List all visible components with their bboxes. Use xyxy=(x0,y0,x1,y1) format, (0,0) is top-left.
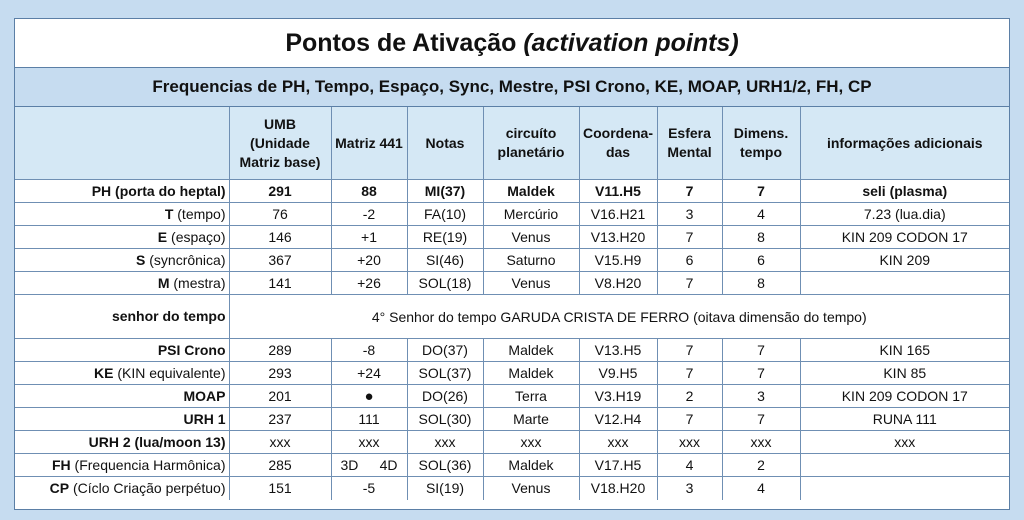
matriz-3d: 3D xyxy=(340,457,359,473)
row-label: E (espaço) xyxy=(15,226,229,249)
cell-notas: SOL(36) xyxy=(407,454,483,477)
header-row xyxy=(15,107,1009,180)
cell-info: seli (plasma) xyxy=(800,180,1009,203)
cell-info: RUNA 111 xyxy=(800,408,1009,431)
row-label: CP (Cíclo Criação perpétuo) xyxy=(15,477,229,500)
cell-info: KIN 209 xyxy=(800,249,1009,272)
cell-circuito: Venus xyxy=(483,477,579,500)
cell-coord: V17.H5 xyxy=(579,454,657,477)
table-row xyxy=(15,408,1009,431)
cell-esfera: 3 xyxy=(657,477,722,500)
cell-circuito: xxx xyxy=(483,431,579,454)
row-label: FH (Frequencia Harmônica) xyxy=(15,454,229,477)
cell-matriz: 88 xyxy=(331,180,407,203)
row-label: URH 2 (lua/moon 13) xyxy=(15,431,229,454)
cell-notas: MI(37) xyxy=(407,180,483,203)
table-row xyxy=(15,385,1009,408)
header-coordenadas: Coordena-das xyxy=(579,107,657,180)
cell-coord: V15.H9 xyxy=(579,249,657,272)
cell-matriz: -2 xyxy=(331,203,407,226)
cell-circuito: Mercúrio xyxy=(483,203,579,226)
cell-notas: RE(19) xyxy=(407,226,483,249)
cell-umb: xxx xyxy=(229,431,331,454)
cell-coord: V16.H21 xyxy=(579,203,657,226)
cell-coord: V3.H19 xyxy=(579,385,657,408)
table-row xyxy=(15,339,1009,362)
header-dimens: Dimens. tempo xyxy=(722,107,800,180)
cell-info xyxy=(800,454,1009,477)
row-label: PH (porta do heptal) xyxy=(15,180,229,203)
cell-umb: 237 xyxy=(229,408,331,431)
table-row xyxy=(15,272,1009,295)
cell-circuito: Venus xyxy=(483,226,579,249)
cell-umb: 76 xyxy=(229,203,331,226)
row-label: S (syncrônica) xyxy=(15,249,229,272)
table-row xyxy=(15,180,1009,203)
header-notas: Notas xyxy=(407,107,483,180)
table-row xyxy=(15,362,1009,385)
table-row-senhor xyxy=(15,295,1009,339)
table-row xyxy=(15,249,1009,272)
page-title xyxy=(15,19,1009,68)
cell-circuito: Maldek xyxy=(483,180,579,203)
cell-umb: 289 xyxy=(229,339,331,362)
cell-notas: FA(10) xyxy=(407,203,483,226)
cell-matriz: +1 xyxy=(331,226,407,249)
cell-notas: DO(37) xyxy=(407,339,483,362)
row-label: T (tempo) xyxy=(15,203,229,226)
title-italic: (activation points) xyxy=(523,29,739,57)
cell-dimens: 7 xyxy=(722,362,800,385)
cell-umb: 201 xyxy=(229,385,331,408)
activation-points-table-frame xyxy=(14,18,1010,510)
cell-esfera: 7 xyxy=(657,226,722,249)
cell-circuito: Saturno xyxy=(483,249,579,272)
row-label: PSI Crono xyxy=(15,339,229,362)
cell-umb: 141 xyxy=(229,272,331,295)
header-umb: UMB (Unidade Matriz base) xyxy=(229,107,331,180)
cell-umb: 151 xyxy=(229,477,331,500)
cell-info xyxy=(800,272,1009,295)
cell-esfera: 2 xyxy=(657,385,722,408)
cell-coord: V13.H5 xyxy=(579,339,657,362)
cell-circuito: Marte xyxy=(483,408,579,431)
cell-coord: V9.H5 xyxy=(579,362,657,385)
cell-matriz xyxy=(331,454,407,477)
cell-umb: 367 xyxy=(229,249,331,272)
table-row xyxy=(15,226,1009,249)
cell-esfera: 7 xyxy=(657,362,722,385)
table-row xyxy=(15,477,1009,500)
cell-coord: V12.H4 xyxy=(579,408,657,431)
cell-info: KIN 209 CODON 17 xyxy=(800,226,1009,249)
cell-dimens: 4 xyxy=(722,203,800,226)
cell-matriz: +20 xyxy=(331,249,407,272)
cell-dimens: 8 xyxy=(722,226,800,249)
cell-matriz: 111 xyxy=(331,408,407,431)
cell-notas: xxx xyxy=(407,431,483,454)
table-row xyxy=(15,203,1009,226)
cell-info: KIN 85 xyxy=(800,362,1009,385)
cell-esfera: 6 xyxy=(657,249,722,272)
cell-dimens: 3 xyxy=(722,385,800,408)
cell-umb: 146 xyxy=(229,226,331,249)
row-label: KE (KIN equivalente) xyxy=(15,362,229,385)
cell-coord: xxx xyxy=(579,431,657,454)
cell-circuito: Maldek xyxy=(483,362,579,385)
cell-circuito: Maldek xyxy=(483,339,579,362)
cell-esfera: 4 xyxy=(657,454,722,477)
cell-dimens: 6 xyxy=(722,249,800,272)
cell-info: KIN 209 CODON 17 xyxy=(800,385,1009,408)
cell-esfera: 7 xyxy=(657,339,722,362)
header-circuito: circuíto planetário xyxy=(483,107,579,180)
cell-notas: SOL(30) xyxy=(407,408,483,431)
row-label: URH 1 xyxy=(15,408,229,431)
cell-esfera: xxx xyxy=(657,431,722,454)
table-row xyxy=(15,454,1009,477)
cell-matriz: -5 xyxy=(331,477,407,500)
cell-notas: SOL(37) xyxy=(407,362,483,385)
cell-matriz: +24 xyxy=(331,362,407,385)
cell-esfera: 7 xyxy=(657,272,722,295)
cell-esfera: 7 xyxy=(657,408,722,431)
cell-matriz: +26 xyxy=(331,272,407,295)
cell-esfera: 3 xyxy=(657,203,722,226)
cell-circuito: Maldek xyxy=(483,454,579,477)
cell-info xyxy=(800,477,1009,500)
cell-coord: V18.H20 xyxy=(579,477,657,500)
cell-dimens: 8 xyxy=(722,272,800,295)
cell-matriz: xxx xyxy=(331,431,407,454)
cell-dimens: 2 xyxy=(722,454,800,477)
cell-matriz-dot: ● xyxy=(331,385,407,408)
cell-notas: SOL(18) xyxy=(407,272,483,295)
cell-info: 7.23 (lua.dia) xyxy=(800,203,1009,226)
header-matriz: Matriz 441 xyxy=(331,107,407,180)
table-row xyxy=(15,431,1009,454)
header-esfera: Esfera Mental xyxy=(657,107,722,180)
matriz-4d: 4D xyxy=(379,457,398,473)
senhor-description: 4° Senhor do tempo GARUDA CRISTA DE FERRO (oitava dimensão do tempo) xyxy=(229,295,1009,339)
row-label-senhor: senhor do tempo xyxy=(15,295,229,339)
cell-umb: 285 xyxy=(229,454,331,477)
row-label: M (mestra) xyxy=(15,272,229,295)
cell-coord: V8.H20 xyxy=(579,272,657,295)
cell-dimens: 7 xyxy=(722,180,800,203)
cell-esfera: 7 xyxy=(657,180,722,203)
cell-umb: 293 xyxy=(229,362,331,385)
cell-notas: SI(19) xyxy=(407,477,483,500)
header-info: informações adicionais xyxy=(800,107,1009,180)
activation-table xyxy=(15,107,1009,500)
title-main: Pontos de Ativação xyxy=(285,29,517,57)
cell-notas: SI(46) xyxy=(407,249,483,272)
page-subtitle: Frequencias de PH, Tempo, Espaço, Sync, Mestre, PSI Crono, KE, MOAP, URH1/2, FH, CP xyxy=(15,68,1009,107)
cell-coord: V13.H20 xyxy=(579,226,657,249)
cell-info: KIN 165 xyxy=(800,339,1009,362)
row-label: MOAP xyxy=(15,385,229,408)
header-label xyxy=(15,107,229,180)
cell-notas: DO(26) xyxy=(407,385,483,408)
cell-matriz: -8 xyxy=(331,339,407,362)
cell-dimens: 7 xyxy=(722,408,800,431)
cell-dimens: 7 xyxy=(722,339,800,362)
cell-circuito: Terra xyxy=(483,385,579,408)
cell-circuito: Venus xyxy=(483,272,579,295)
cell-coord: V11.H5 xyxy=(579,180,657,203)
cell-dimens: xxx xyxy=(722,431,800,454)
cell-umb: 291 xyxy=(229,180,331,203)
cell-info: xxx xyxy=(800,431,1009,454)
cell-dimens: 4 xyxy=(722,477,800,500)
